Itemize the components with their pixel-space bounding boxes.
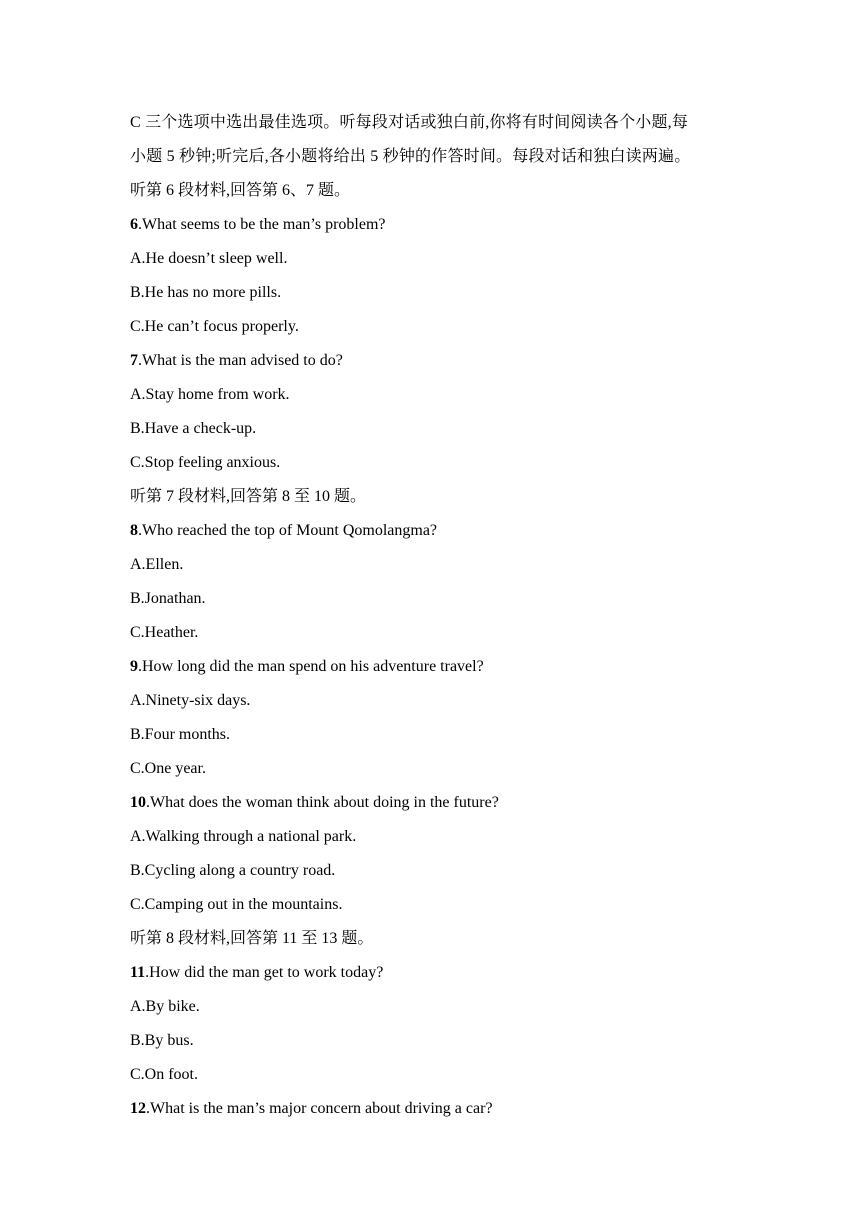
question-number: 9 <box>130 658 138 675</box>
answer-option: C.He can’t focus properly. <box>130 318 299 335</box>
section-heading: 听第 7 段材料,回答第 8 至 10 题。 <box>130 488 367 505</box>
question-stem <box>130 344 740 378</box>
instruction-line: C 三个选项中选出最佳选项。听每段对话或独白前,你将有时间阅读各个小题,每 <box>130 114 689 131</box>
answer-option: A.By bike. <box>130 998 200 1015</box>
instructions <box>130 106 740 174</box>
question <box>130 208 740 344</box>
question <box>130 956 740 1092</box>
question-text: .Who reached the top of Mount Qomolangma? <box>138 522 438 539</box>
question-stem <box>130 514 740 548</box>
answer-option: A.Ninety-six days. <box>130 692 251 709</box>
question-stem <box>130 786 740 820</box>
listening-section <box>130 174 740 480</box>
question-stem <box>130 1092 740 1126</box>
question-number: 7 <box>130 352 138 369</box>
question <box>130 1092 740 1126</box>
question-number: 6 <box>130 216 138 233</box>
question-stem <box>130 956 740 990</box>
listening-section <box>130 480 740 922</box>
question-number: 12 <box>130 1100 146 1117</box>
question <box>130 514 740 650</box>
section-heading: 听第 8 段材料,回答第 11 至 13 题。 <box>130 930 374 947</box>
question-text: .What seems to be the man’s problem? <box>138 216 386 233</box>
answer-option: B.He has no more pills. <box>130 284 282 301</box>
question-text: .What is the man’s major concern about driving a car? <box>146 1100 493 1117</box>
listening-section <box>130 922 740 1126</box>
question <box>130 786 740 922</box>
question-stem <box>130 650 740 684</box>
answer-option: A.Walking through a national park. <box>130 828 357 845</box>
answer-option: A.He doesn’t sleep well. <box>130 250 288 267</box>
answer-option: C.Heather. <box>130 624 199 641</box>
answer-option: C.Camping out in the mountains. <box>130 896 343 913</box>
question <box>130 650 740 786</box>
answer-option: A.Ellen. <box>130 556 184 573</box>
question-stem <box>130 208 740 242</box>
answer-option: A.Stay home from work. <box>130 386 290 403</box>
section-heading: 听第 6 段材料,回答第 6、7 题。 <box>130 182 351 199</box>
answer-option: B.Have a check-up. <box>130 420 257 437</box>
answer-option: B.Cycling along a country road. <box>130 862 336 879</box>
question <box>130 344 740 480</box>
instruction-line: 小题 5 秒钟;听完后,各小题将给出 5 秒钟的作答时间。每段对话和独白读两遍。 <box>130 148 691 165</box>
document-page <box>130 106 740 1126</box>
answer-option: C.On foot. <box>130 1066 198 1083</box>
question-number: 11 <box>130 964 146 981</box>
answer-option: C.Stop feeling anxious. <box>130 454 281 471</box>
answer-option: B.Four months. <box>130 726 231 743</box>
question-number: 10 <box>130 794 146 811</box>
answer-option: C.One year. <box>130 760 206 777</box>
question-text: .How did the man get to work today? <box>145 964 384 981</box>
answer-option: B.Jonathan. <box>130 590 206 607</box>
question-text: .How long did the man spend on his adventure travel? <box>138 658 484 675</box>
answer-option: B.By bus. <box>130 1032 194 1049</box>
question-number: 8 <box>130 522 138 539</box>
question-text: .What does the woman think about doing in the future? <box>146 794 499 811</box>
question-text: .What is the man advised to do? <box>138 352 343 369</box>
